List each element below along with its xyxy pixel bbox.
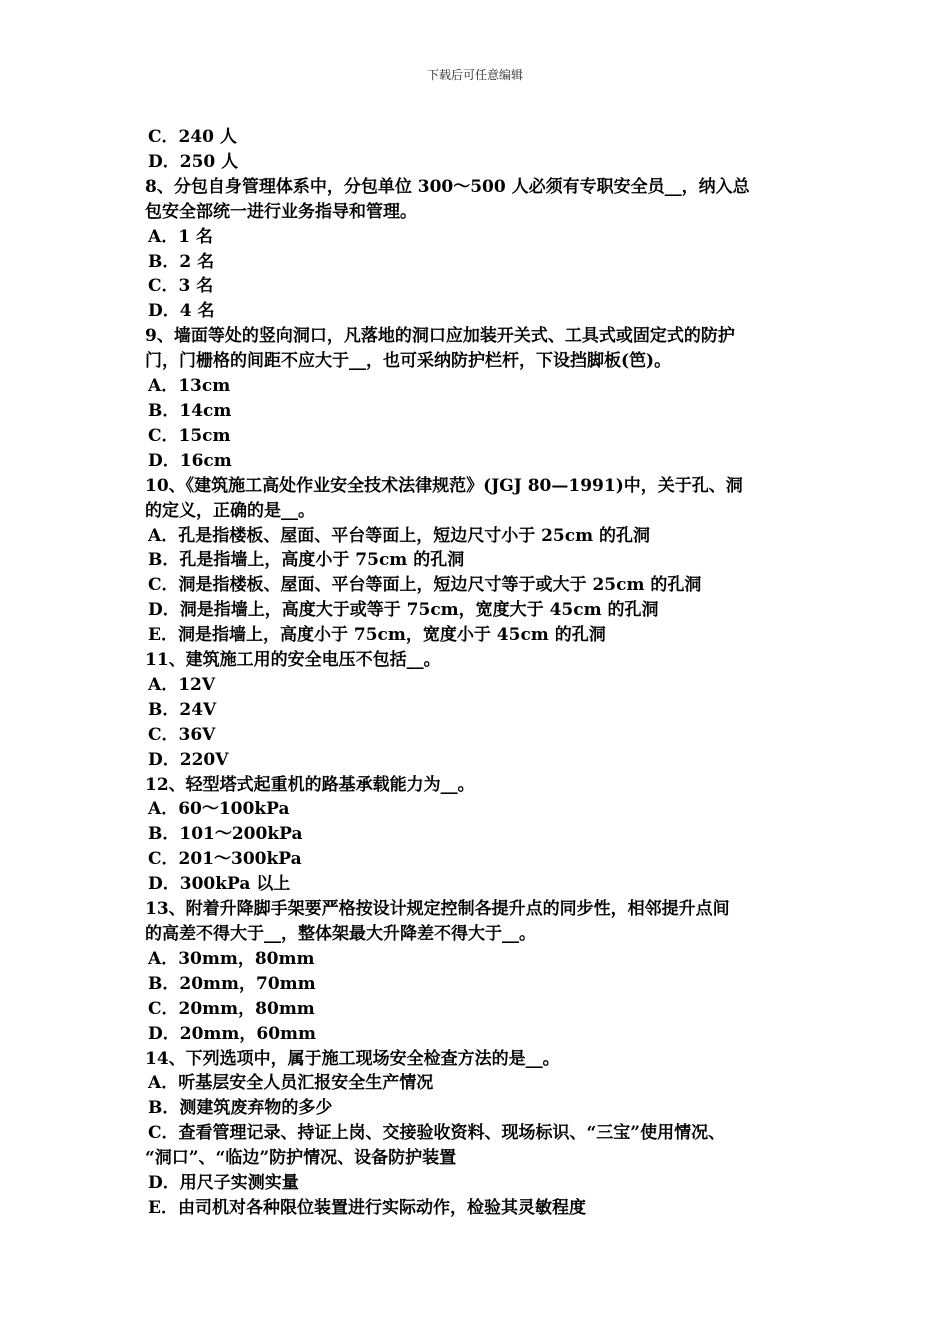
option-line: A．60～100kPa — [148, 799, 290, 820]
question-line: 9、墙面等处的竖向洞口，凡落地的洞口应加装开关式、工具式或固定式的防护 — [145, 326, 735, 347]
option-line: A．30mm，80mm — [148, 948, 315, 969]
option-line: B．孔是指墙上，高度小于 75cm 的孔洞 — [148, 550, 465, 571]
option-line: D．250 人 — [148, 151, 239, 172]
option-line: D．16cm — [148, 450, 232, 471]
question-line: 的高差不得大于__，整体架最大升降差不得大于__。 — [145, 924, 536, 944]
option-line: A．孔是指楼板、屋面、平台等面上，短边尺寸小于 25cm 的孔洞 — [148, 525, 651, 546]
question-line: 14、下列选项中，属于施工现场安全检查方法的是__。 — [145, 1048, 560, 1069]
option-line: D．用尺子实测实量 — [148, 1173, 299, 1194]
option-line: A．听基层安全人员汇报安全生产情况 — [148, 1073, 434, 1094]
option-line: B．测建筑废弃物的多少 — [148, 1098, 333, 1119]
option-line: A．13cm — [148, 376, 231, 397]
option-line: D．300kPa 以上 — [148, 874, 291, 895]
option-line: A．1 名 — [148, 226, 213, 247]
option-line: C．201～300kPa — [148, 849, 302, 870]
option-line: B．20mm，70mm — [148, 973, 316, 994]
option-line: A．12V — [148, 674, 216, 695]
question-line: 12、轻型塔式起重机的路基承载能力为__。 — [145, 774, 475, 795]
option-line: E．由司机对各种限位装置进行实际动作，检验其灵敏程度 — [148, 1197, 586, 1218]
option-line: C．20mm，80mm — [148, 998, 315, 1019]
option-line: B．14cm — [148, 400, 232, 421]
document-body — [145, 125, 825, 1221]
option-line: C．36V — [148, 724, 216, 745]
option-line: D．洞是指墙上，高度大于或等于 75cm，宽度大于 45cm 的孔洞 — [148, 600, 659, 621]
option-line: C．洞是指楼板、屋面、平台等面上，短边尺寸等于或大于 25cm 的孔洞 — [148, 575, 702, 596]
question-line: 的定义，正确的是__。 — [145, 500, 315, 521]
page-header: 下载后可任意编辑 — [426, 68, 523, 82]
option-line: B．2 名 — [148, 251, 215, 272]
option-line: E．洞是指墙上，高度小于 75cm，宽度小于 45cm 的孔洞 — [148, 625, 606, 646]
option-line: C．3 名 — [148, 276, 214, 297]
option-line: C．查看管理记录、持证上岗、交接验收资料、现场标识、“三宝”使用情况、 — [148, 1123, 726, 1144]
question-line: 门，门栅格的间距不应大于__，也可采纳防护栏杆，下设挡脚板(笆)。 — [145, 351, 672, 372]
question-line: 11、建筑施工用的安全电压不包括__。 — [145, 650, 441, 671]
option-line: C．240 人 — [148, 127, 237, 147]
question-line: 10、《建筑施工高处作业安全技术法律规范》(JGJ 80—1991)中，关于孔、洞 — [145, 475, 743, 496]
question-line: 13、附着升降脚手架要严格按设计规定控制各提升点的同步性，相邻提升点间 — [145, 899, 730, 920]
option-line: D．220V — [148, 749, 229, 770]
option-line: C．15cm — [148, 425, 231, 446]
option-line: D．4 名 — [148, 301, 215, 322]
option-line: B．101～200kPa — [148, 824, 303, 845]
option-line: D．20mm，60mm — [148, 1023, 317, 1044]
option-line: B．24V — [148, 699, 217, 720]
question-line: 包安全部统一进行业务指导和管理。 — [145, 201, 417, 222]
question-line: “洞口”、“临边”防护情况、设备防护装置 — [145, 1148, 457, 1169]
question-line: 8、分包自身管理体系中，分包单位 300～500 人必须有专职安全员__，纳入总 — [145, 176, 750, 197]
